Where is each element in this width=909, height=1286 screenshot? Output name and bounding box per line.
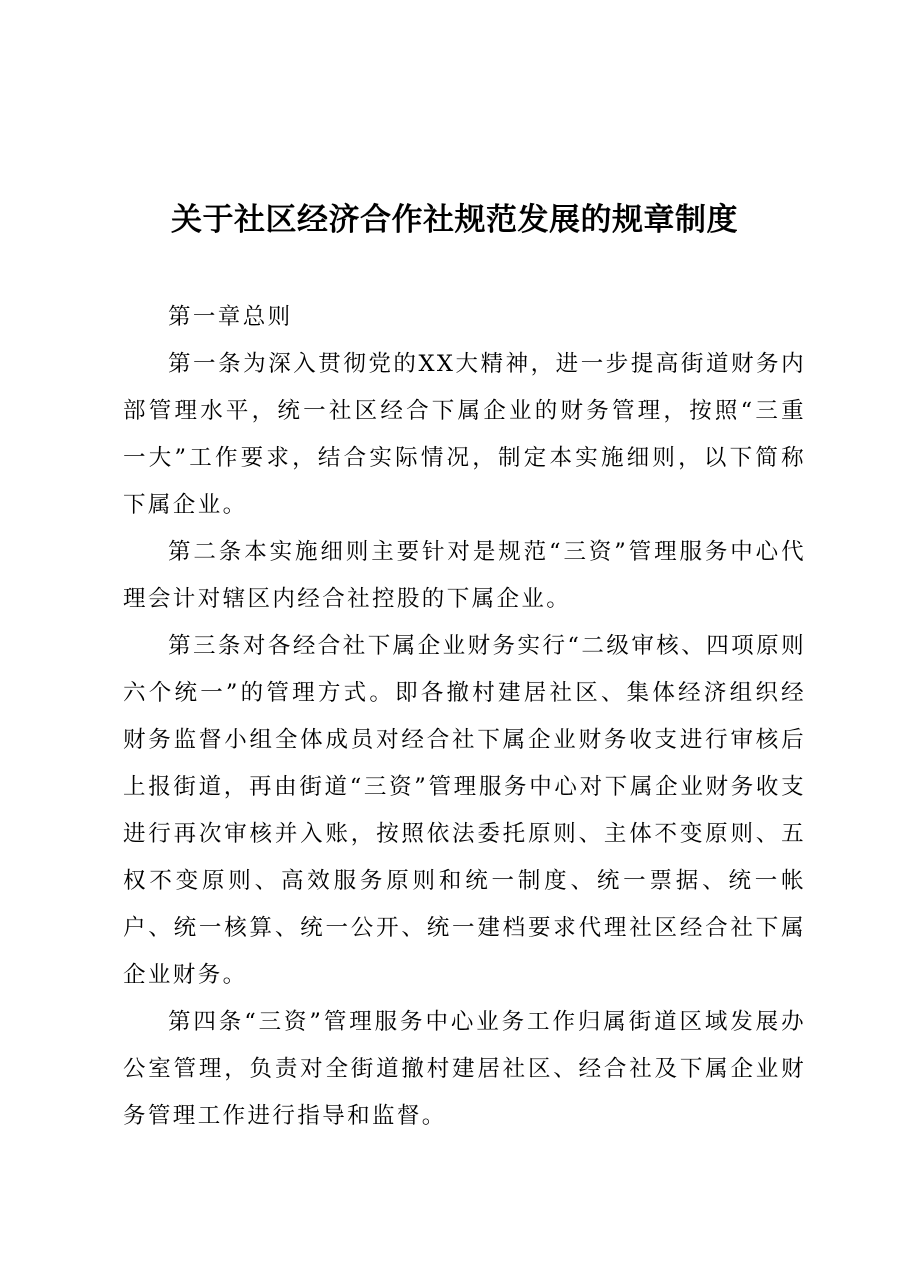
- chapter-heading: 第一章总则: [168, 304, 293, 330]
- article-2-paragraph: 第二条本实施细则主要针对是规范“三资”管理服务中心代理会计对辖区内经合社控股的下属企业。: [123, 539, 806, 612]
- article-1-paragraph: 第一条为深入贯彻党的XX大精神，进一步提高街道财务内部管理水平，统一社区经合下属企业的财务管理，按照“三重一大”工作要求，结合实际情况，制定本实施细则，以下简称下属企业。: [123, 351, 806, 518]
- article-4-paragraph: 第四条“三资”管理服务中心业务工作归属街道区域发展办公室管理，负责对全街道撤村建居社区、经合社及下属企业财务管理工作进行指导和监督。: [123, 1009, 806, 1129]
- article-3-paragraph: 第三条对各经合社下属企业财务实行“二级审核、四项原则六个统一”的管理方式。即各撤村建居社区、集体经济组织经财务监督小组全体成员对经合社下属企业财务收支进行审核后上报街道，再由街道“三资”管理服务中心对下属企业财务收支进行再次审核并入账，按照依法委托原则、主体不变原则、五权不变原则、高效服务原则和统一制度、统一票据、统一帐户、统一核算、统一公开、统一建档要求代理社区经合社下属企业财务。: [123, 633, 806, 988]
- document-body: [123, 294, 806, 1140]
- document-title: 关于社区经济合作社规范发展的规章制度: [171, 202, 738, 238]
